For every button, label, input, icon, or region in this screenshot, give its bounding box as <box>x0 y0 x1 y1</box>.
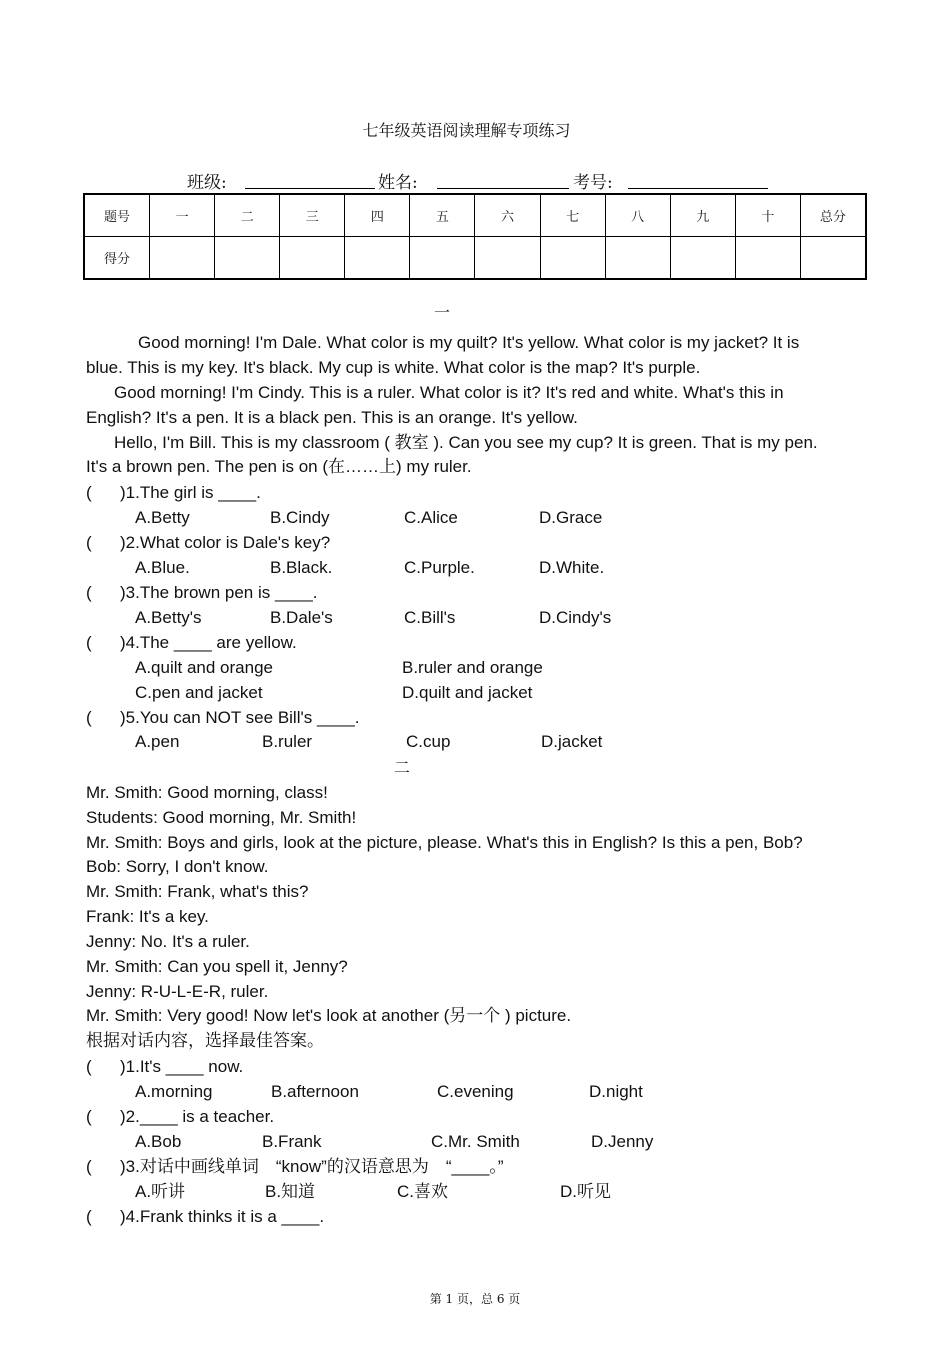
dialogue-line: Jenny: No. It's a ruler. <box>86 932 250 951</box>
exam-no-blank <box>628 188 768 189</box>
option: D.jacket <box>541 732 603 751</box>
question-stem: )2.____ is a teacher. <box>120 1107 275 1126</box>
question-stem: )5.You can NOT see Bill's ____. <box>120 708 360 727</box>
score-header-cell: 二 <box>215 194 280 237</box>
option: D.听见 <box>560 1182 611 1201</box>
question-paren: ( <box>86 483 92 502</box>
dialogue-line: Mr. Smith: Frank, what's this? <box>86 882 309 901</box>
option: A.quilt and orange <box>135 658 273 677</box>
option: B.Dale's <box>270 608 333 627</box>
option: B.知道 <box>265 1182 316 1201</box>
option: C.Mr. Smith <box>431 1132 520 1151</box>
option: D.Jenny <box>591 1132 654 1151</box>
instruction: 根据对话内容，选择最佳答案。 <box>86 1031 324 1050</box>
score-header-cell: 五 <box>410 194 475 237</box>
page-title: 七年级英语阅读理解专项练习 <box>362 121 571 140</box>
question-paren: ( <box>86 533 92 552</box>
dialogue-line: Students: Good morning, Mr. Smith! <box>86 808 357 827</box>
option: C.pen and jacket <box>135 683 263 702</box>
score-table-header-row <box>84 194 866 237</box>
score-header-cell: 四 <box>345 194 410 237</box>
option: D.night <box>589 1082 643 1101</box>
score-header-cell: 十 <box>735 194 800 237</box>
question-paren: ( <box>86 1057 92 1076</box>
score-table <box>83 193 867 280</box>
dialogue-line: Jenny: R-U-L-E-R, ruler. <box>86 982 269 1001</box>
option: A.pen <box>135 732 180 751</box>
question-paren: ( <box>86 1207 92 1226</box>
passage-line: English? It's a pen. It is a black pen. This is an orange. It's yellow. <box>86 408 578 427</box>
score-cell <box>280 237 345 280</box>
passage-line: Good morning! I'm Dale. What color is my quilt? It's yellow. What color is my jacket? It is <box>138 333 800 352</box>
passage-line: Hello, I'm Bill. This is my classroom ( 教室 ). Can you see my cup? It is green. That is my pen. <box>114 433 818 452</box>
dialogue-line: Bob: Sorry, I don't know. <box>86 857 269 876</box>
option: D.Grace <box>539 508 603 527</box>
score-header-cell: 总分 <box>800 194 866 237</box>
question-paren: ( <box>86 633 92 652</box>
question-stem: )4.Frank thinks it is a ____. <box>120 1207 325 1226</box>
option: B.afternoon <box>271 1082 359 1101</box>
score-cell <box>735 237 800 280</box>
question-paren: ( <box>86 583 92 602</box>
score-cell <box>540 237 605 280</box>
score-header-cell: 三 <box>280 194 345 237</box>
dialogue-line: Mr. Smith: Good morning, class! <box>86 783 328 802</box>
score-header-cell: 一 <box>150 194 215 237</box>
option: D.Cindy's <box>539 608 612 627</box>
option: A.Betty <box>135 508 190 527</box>
option: B.Black. <box>270 558 333 577</box>
option: C.evening <box>437 1082 514 1101</box>
question-paren: ( <box>86 1107 92 1126</box>
option: D.quilt and jacket <box>402 683 533 702</box>
score-cell <box>150 237 215 280</box>
score-cell <box>215 237 280 280</box>
score-header-cell: 六 <box>475 194 540 237</box>
dialogue-line: Frank: It's a key. <box>86 907 209 926</box>
score-row-label: 得分 <box>84 237 150 280</box>
section-1-number: 一 <box>434 303 451 322</box>
class-blank <box>245 188 375 189</box>
option: A.morning <box>135 1082 213 1101</box>
page-footer: 第 1 页，总 6 页 <box>429 1292 521 1306</box>
score-table-score-row <box>84 237 866 280</box>
class-label: 班级: <box>187 173 227 193</box>
question-stem: )1.It's ____ now. <box>120 1057 244 1076</box>
score-cell <box>605 237 670 280</box>
dialogue-line: Mr. Smith: Very good! Now let's look at another (另一个 ) picture. <box>86 1006 572 1025</box>
section-2-number: 二 <box>394 758 411 777</box>
question-stem: )4.The ____ are yellow. <box>120 633 297 652</box>
passage-line: It's a brown pen. The pen is on (在……上) my ruler. <box>86 457 472 476</box>
score-header-cell: 七 <box>540 194 605 237</box>
option: B.Cindy <box>270 508 330 527</box>
dialogue-line: Mr. Smith: Boys and girls, look at the picture, please. What's this in English? Is this a pen, Bob? <box>86 833 803 852</box>
option: A.Blue. <box>135 558 190 577</box>
score-header-cell: 题号 <box>84 194 150 237</box>
score-cell <box>410 237 475 280</box>
option: A.听讲 <box>135 1182 186 1201</box>
question-paren: ( <box>86 1157 92 1176</box>
question-stem: )2.What color is Dale's key? <box>120 533 331 552</box>
score-header-cell: 九 <box>670 194 735 237</box>
option: C.喜欢 <box>397 1182 448 1201</box>
option: C.cup <box>406 732 451 751</box>
score-cell <box>475 237 540 280</box>
question-stem: )1.The girl is ____. <box>120 483 261 502</box>
option: A.Bob <box>135 1132 182 1151</box>
score-cell <box>670 237 735 280</box>
option: B.Frank <box>262 1132 322 1151</box>
passage-line: Good morning! I'm Cindy. This is a ruler. What color is it? It's red and white. What's this in <box>114 383 784 402</box>
option: C.Purple. <box>404 558 475 577</box>
score-cell <box>345 237 410 280</box>
question-paren: ( <box>86 708 92 727</box>
option: C.Alice <box>404 508 458 527</box>
option: B.ruler and orange <box>402 658 543 677</box>
dialogue-line: Mr. Smith: Can you spell it, Jenny? <box>86 957 348 976</box>
name-label: 姓名: <box>378 173 418 193</box>
option: B.ruler <box>262 732 313 751</box>
question-stem: )3.The brown pen is ____. <box>120 583 318 602</box>
score-header-cell: 八 <box>605 194 670 237</box>
option: A.Betty's <box>135 608 202 627</box>
passage-line: blue. This is my key. It's black. My cup is white. What color is the map? It's purple. <box>86 358 701 377</box>
score-cell <box>800 237 866 280</box>
option: C.Bill's <box>404 608 456 627</box>
exam-no-label: 考号: <box>573 173 613 193</box>
option: D.White. <box>539 558 605 577</box>
name-blank <box>437 188 569 189</box>
question-stem: )3.对话中画线单词 “know”的汉语意思为 “____。” <box>120 1157 504 1176</box>
